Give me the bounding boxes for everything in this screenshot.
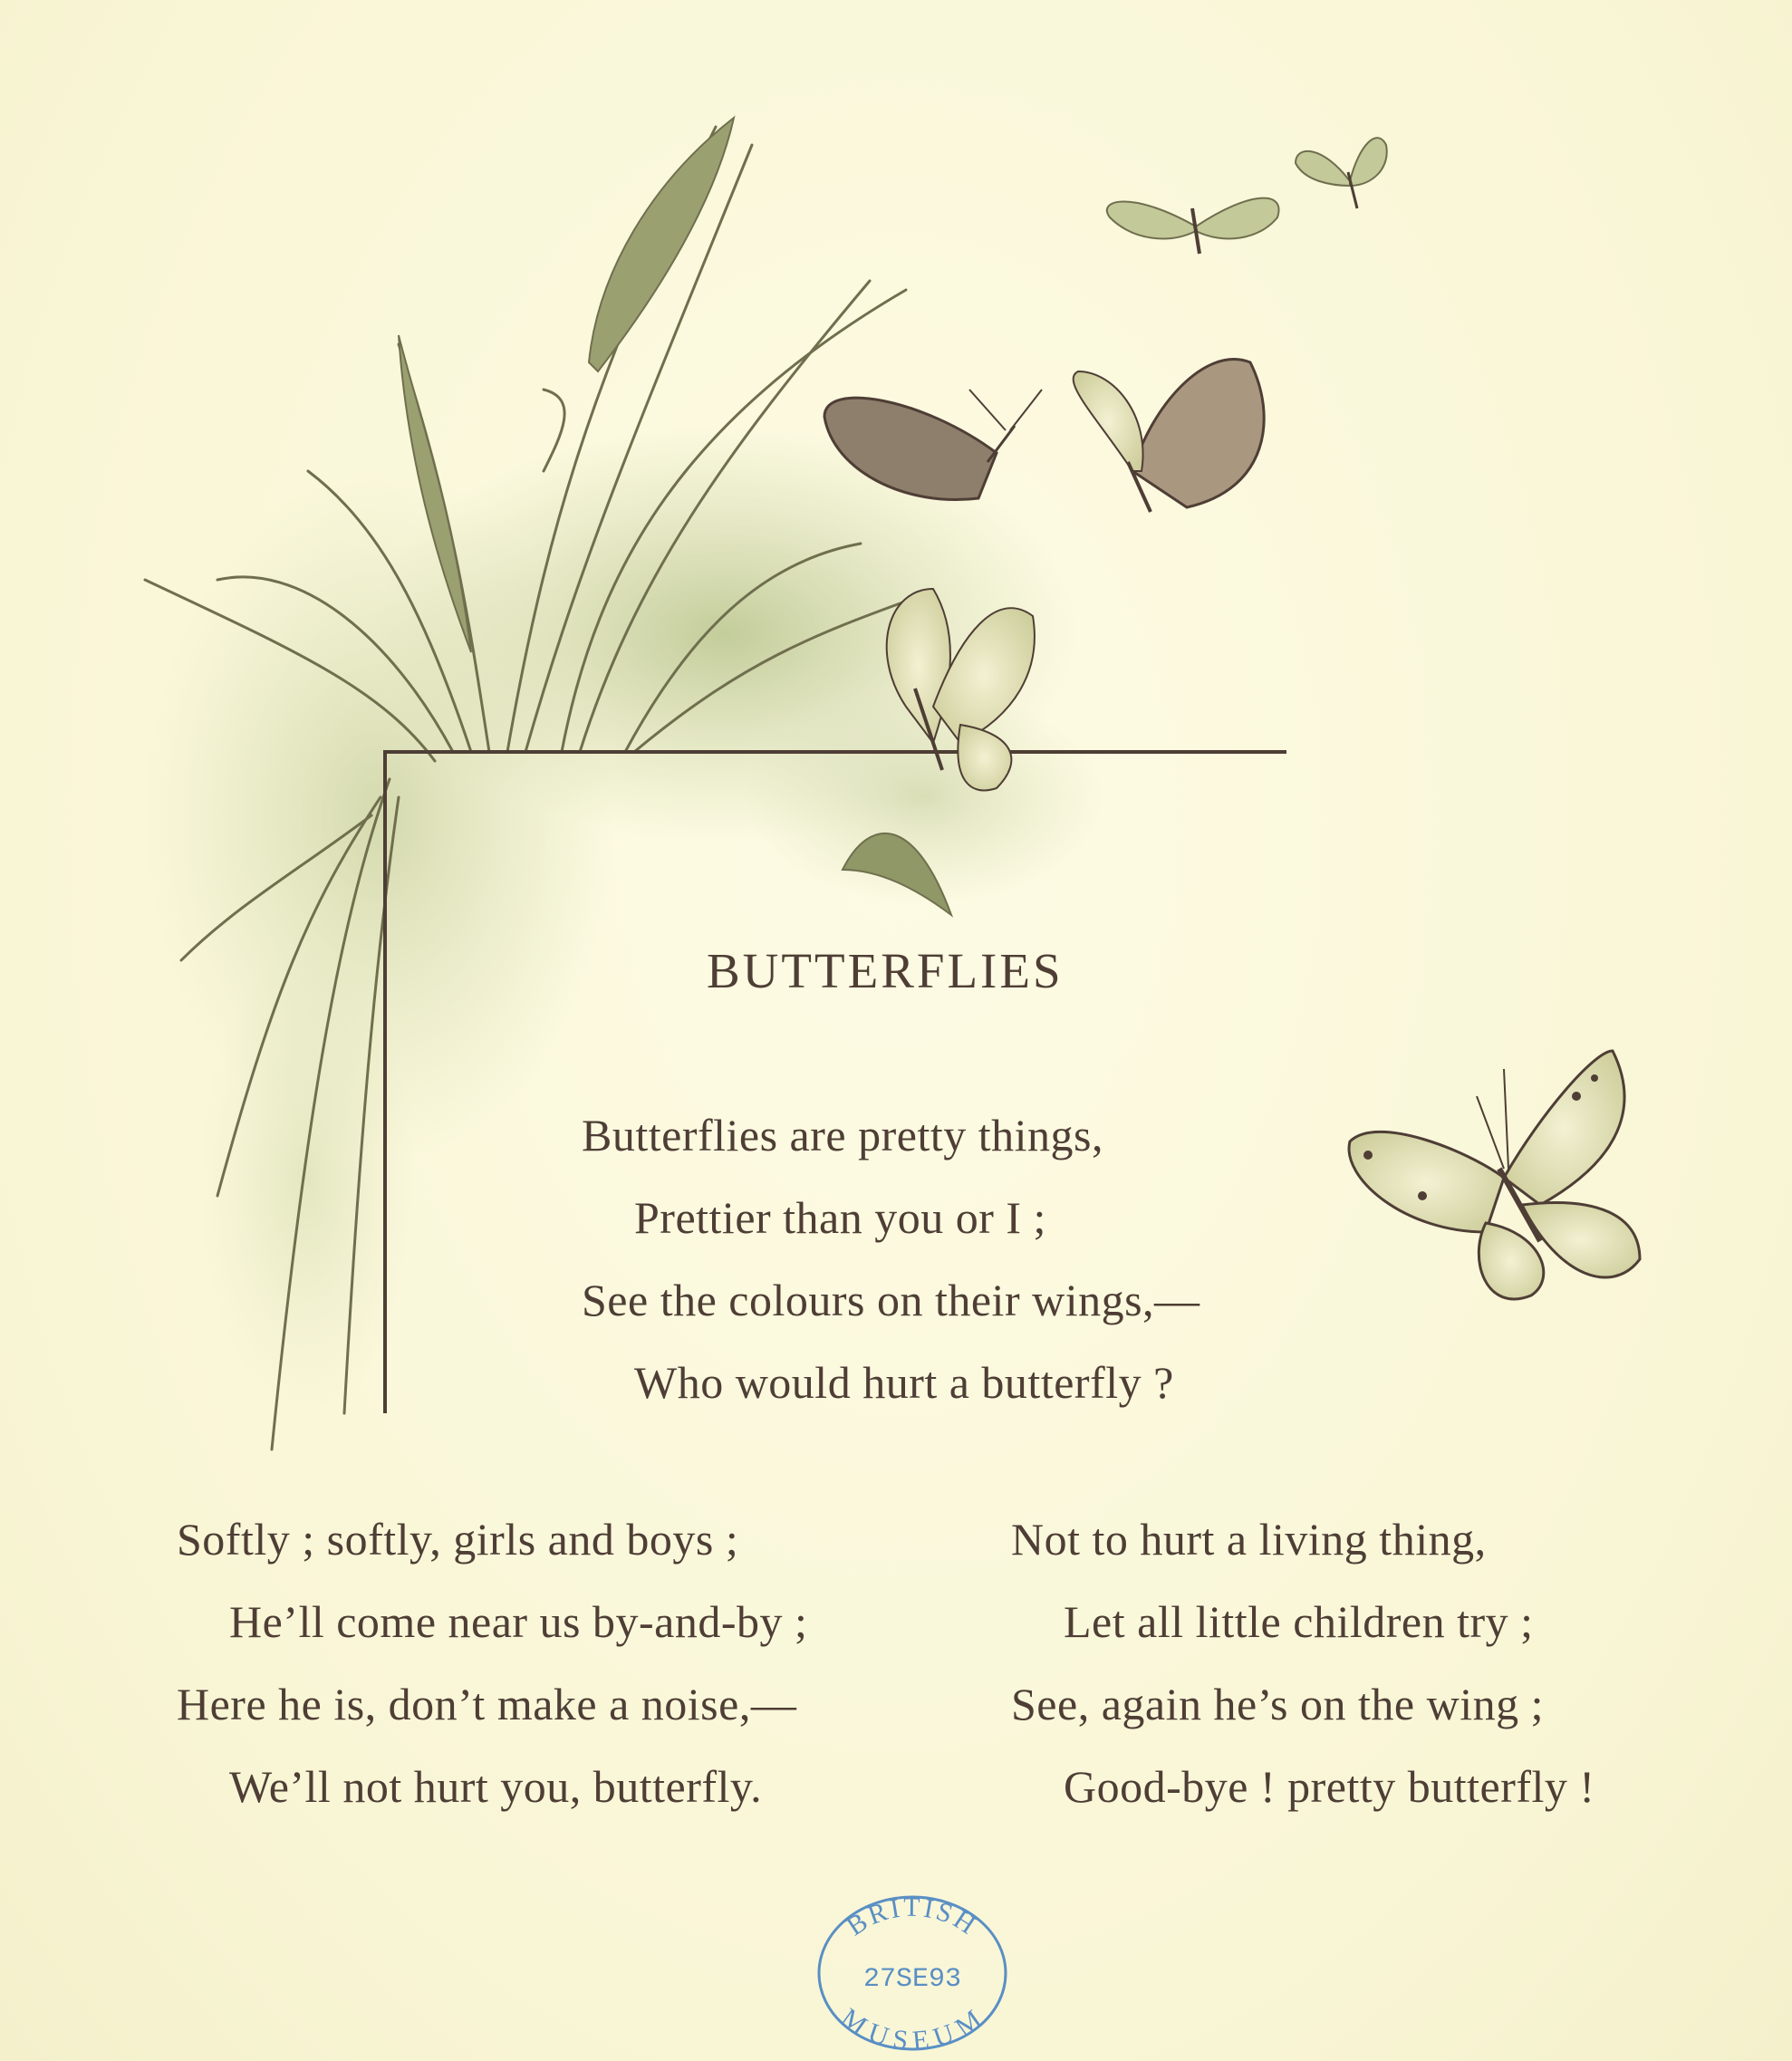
butterfly-light-right <box>1074 360 1265 512</box>
stamp-bottom-text: MUSEUM <box>835 2002 989 2055</box>
verse-line: Good-bye ! pretty butterfly ! <box>1064 1761 1595 1812</box>
stanza-1 <box>582 1094 1200 1424</box>
verse-line: Softly ; softly, girls and boys ; <box>177 1514 739 1565</box>
stanza-3 <box>1011 1498 1595 1828</box>
svg-text:MUSEUM <box>835 2003 988 2055</box>
verse-line: Here he is, don’t make a noise,— <box>177 1679 797 1729</box>
stamp-date: 27SE93 <box>862 1964 962 1995</box>
stanza-2 <box>177 1498 807 1828</box>
butterfly-large-right <box>1349 1051 1640 1299</box>
butterfly-top-left <box>1107 198 1279 254</box>
poem-title: BUTTERFLIES <box>707 943 1064 998</box>
verse-line: We’ll not hurt you, butterfly. <box>229 1761 763 1812</box>
verse-line: Butterflies are pretty things, <box>582 1110 1103 1161</box>
british-museum-stamp <box>814 1892 1011 2055</box>
svg-text:BRITISH <box>842 1892 983 1941</box>
verse-line: See, again he’s on the wing ; <box>1011 1679 1544 1729</box>
verse-line: Let all little children try ; <box>1064 1596 1534 1647</box>
verse-line: He’ll come near us by-and-by ; <box>229 1596 808 1647</box>
butterfly-top-right <box>1296 138 1387 208</box>
verse-line: Who would hurt a butterfly ? <box>634 1357 1174 1408</box>
verse-line: Not to hurt a living thing, <box>1011 1514 1487 1565</box>
verse-line: See the colours on their wings,— <box>582 1275 1200 1325</box>
stamp-top-text: BRITISH <box>841 1892 984 1942</box>
verse-line: Prettier than you or I ; <box>634 1192 1046 1243</box>
